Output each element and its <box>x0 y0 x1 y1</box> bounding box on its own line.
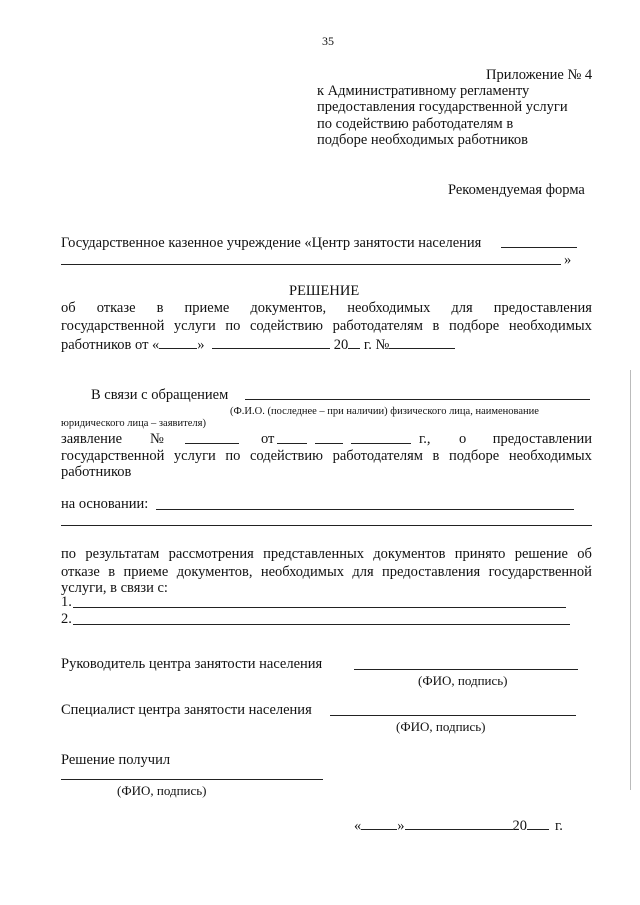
appendix-line: подборе необходимых работников <box>317 132 529 148</box>
decision-number-label: г. № <box>363 337 390 353</box>
date-close-quote: » <box>397 818 405 834</box>
word: услуги <box>173 448 216 464</box>
decision-date-mid: » <box>197 337 205 353</box>
appendix-line: по содействию работодателям в <box>317 116 514 132</box>
scan-edge <box>630 370 631 790</box>
word: документов, <box>250 300 327 316</box>
decision-line-3 <box>61 336 455 353</box>
application-number-blank[interactable] <box>185 431 239 444</box>
word: представленных <box>263 546 364 562</box>
word: необходимых <box>508 448 592 464</box>
word: подборе <box>448 448 500 464</box>
appeal-line-2 <box>61 448 592 464</box>
word: в <box>108 564 116 580</box>
date-month-blank[interactable] <box>405 817 513 830</box>
word: работодателям <box>332 448 423 464</box>
application-number-sign: № <box>150 431 164 447</box>
word: предоставления <box>493 300 592 316</box>
word: принято <box>454 546 506 562</box>
appendix-line: предоставления государственной услуги <box>317 99 568 115</box>
word: для <box>451 300 473 316</box>
word: в <box>432 318 440 334</box>
application-day-blank[interactable] <box>277 431 307 444</box>
application-month-blank[interactable] <box>315 431 343 444</box>
word: документов, <box>176 564 253 580</box>
decision-year-blank[interactable] <box>348 336 360 349</box>
word: документов <box>373 546 446 562</box>
basis-label: на основании: <box>61 496 149 512</box>
institution-closing-quote: » <box>564 252 572 268</box>
word: необходимых <box>347 300 431 316</box>
word: необходимых <box>508 318 592 334</box>
result-line-2 <box>61 564 592 580</box>
date-day-blank[interactable] <box>361 817 397 830</box>
date-g: г. <box>555 818 563 834</box>
appeal-prefix: В связи с обращением <box>91 387 229 403</box>
decision-number-blank[interactable] <box>389 336 455 349</box>
application-year-blank[interactable] <box>351 431 411 444</box>
appeal-note-line-1: (Ф.И.О. (последнее – при наличии) физического лица, наименование <box>230 406 539 417</box>
appendix-title: Приложение № 4 <box>486 67 593 83</box>
word: по <box>225 448 241 464</box>
recommended-form-label: Рекомендуемая форма <box>448 182 585 198</box>
application-from: от <box>261 431 275 447</box>
word: для <box>352 564 374 580</box>
reason-1-blank[interactable] <box>73 607 566 608</box>
word: предоставления <box>382 564 481 580</box>
head-caption: (ФИО, подпись) <box>418 673 508 688</box>
reason-2-number: 2. <box>61 611 72 627</box>
word: по <box>61 546 77 562</box>
word: работодателям <box>332 318 423 334</box>
word: государственной <box>488 564 592 580</box>
appendix-line: к Административному регламенту <box>317 83 530 99</box>
word: государственной <box>61 448 165 464</box>
word: подборе <box>448 318 500 334</box>
appeal-line-3: работников <box>61 464 132 480</box>
date-line <box>354 817 563 834</box>
result-line-3: услуги, в связи с: <box>61 580 168 596</box>
application-word: заявление <box>61 431 123 447</box>
word: рассмотрения <box>168 546 254 562</box>
application-g: г., <box>419 431 431 447</box>
decision-date-prefix: работников от « <box>61 337 160 353</box>
word: отказе <box>61 564 100 580</box>
result-line-1 <box>61 546 592 562</box>
head-signature-blank[interactable] <box>354 669 578 670</box>
word: в <box>432 448 440 464</box>
application-provision: предоставлении <box>492 431 592 447</box>
basis-blank-2[interactable] <box>61 525 592 526</box>
word: приеме <box>184 300 230 316</box>
decision-line-2 <box>61 318 592 334</box>
received-caption: (ФИО, подпись) <box>117 783 207 798</box>
word: необходимых <box>260 564 344 580</box>
date-open-quote: « <box>354 818 362 834</box>
application-o: о <box>459 431 467 447</box>
page-number: 35 <box>322 34 334 48</box>
appeal-note-line-2: юридического лица – заявителя) <box>61 418 206 429</box>
specialist-caption: (ФИО, подпись) <box>396 719 486 734</box>
word: в <box>156 300 164 316</box>
word: содействию <box>249 448 323 464</box>
date-year-blank[interactable] <box>527 817 549 830</box>
institution-line: Государственное казенное учреждение «Центр занятости населения <box>61 235 482 251</box>
word: содействию <box>249 318 323 334</box>
appeal-applicant-blank[interactable] <box>245 399 590 400</box>
institution-blank-2[interactable] <box>61 264 561 265</box>
decision-line-1 <box>61 300 592 316</box>
word: результатам <box>85 546 160 562</box>
word: решение <box>514 546 568 562</box>
word: об <box>61 300 76 316</box>
reason-2-blank[interactable] <box>73 624 570 625</box>
specialist-signature-blank[interactable] <box>330 715 576 716</box>
word: об <box>577 546 592 562</box>
date-year: 20 <box>512 818 527 834</box>
word: приеме <box>123 564 169 580</box>
basis-blank-1[interactable] <box>156 509 574 510</box>
word: по <box>225 318 241 334</box>
word: услуги <box>173 318 216 334</box>
word: государственной <box>61 318 165 334</box>
head-label: Руководитель центра занятости населения <box>61 656 323 672</box>
specialist-label: Специалист центра занятости населения <box>61 702 312 718</box>
decision-day-blank[interactable] <box>159 336 197 349</box>
decision-title: РЕШЕНИЕ <box>289 283 360 299</box>
reason-1-number: 1. <box>61 594 72 610</box>
received-signature-blank[interactable] <box>61 779 323 780</box>
decision-year: 20 <box>333 337 349 353</box>
word: отказе <box>96 300 136 316</box>
received-label: Решение получил <box>61 752 171 768</box>
decision-month-blank[interactable] <box>212 336 330 349</box>
institution-blank-1[interactable] <box>501 247 577 248</box>
